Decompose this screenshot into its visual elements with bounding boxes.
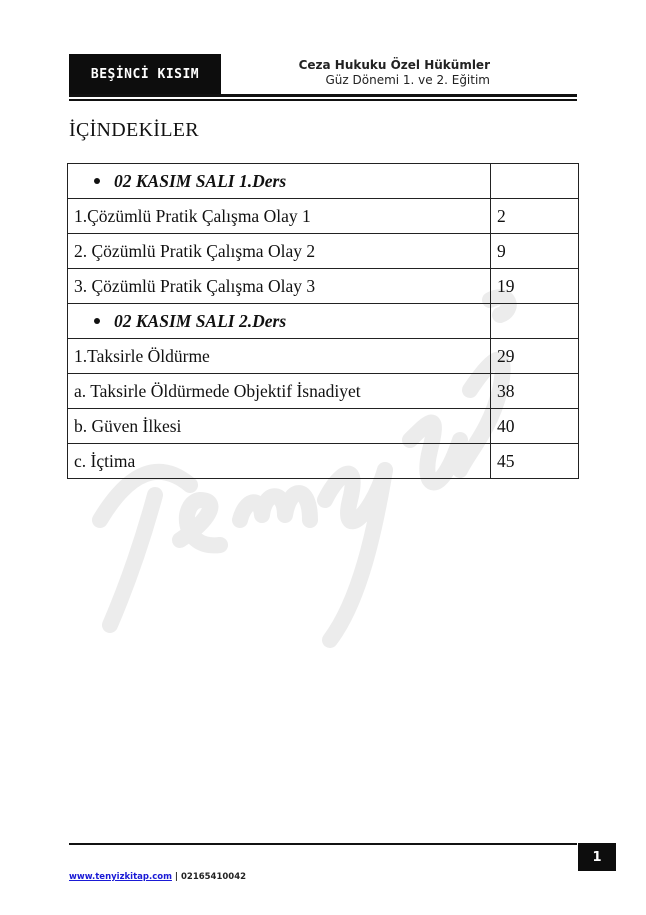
toc-row bbox=[68, 339, 579, 374]
toc-row bbox=[68, 374, 579, 409]
toc-row bbox=[68, 199, 579, 234]
bullet-icon bbox=[94, 318, 100, 324]
toc-row-title bbox=[68, 444, 491, 479]
header-rule-top bbox=[69, 94, 577, 97]
toc-row-title bbox=[68, 199, 491, 234]
page-number: 1 bbox=[578, 843, 616, 871]
toc-row-title bbox=[68, 269, 491, 304]
toc-title-text: c. İçtima bbox=[74, 450, 136, 471]
toc-row-title bbox=[68, 304, 491, 339]
book-subtitle: Güz Dönemi 1. ve 2. Eğitim bbox=[325, 73, 490, 87]
header-info bbox=[299, 58, 490, 88]
toc-page-number: 19 bbox=[491, 269, 579, 304]
toc-page-number: 29 bbox=[491, 339, 579, 374]
section-badge: BEŞİNCİ KISIM bbox=[69, 54, 221, 94]
toc-title-text: 1.Çözümlü Pratik Çalışma Olay 1 bbox=[74, 205, 311, 226]
toc-row bbox=[68, 444, 579, 479]
footer-separator: | bbox=[171, 872, 181, 882]
toc-section-row bbox=[68, 304, 579, 339]
toc-row-title bbox=[68, 164, 491, 199]
toc-title-text: 02 KASIM SALI 1.Ders bbox=[114, 170, 287, 191]
toc-table bbox=[67, 163, 579, 479]
toc-title-text: 3. Çözümlü Pratik Çalışma Olay 3 bbox=[74, 275, 316, 296]
toc-page-number: 40 bbox=[491, 409, 579, 444]
phone-number: 02165410042 bbox=[180, 872, 247, 882]
book-title: Ceza Hukuku Özel Hükümler bbox=[298, 58, 490, 72]
footer-contact bbox=[69, 872, 246, 882]
toc-title-text: a. Taksirle Öldürmede Objektif İsnadiyet bbox=[74, 380, 361, 401]
toc-page-number bbox=[491, 304, 579, 339]
toc-section-row bbox=[68, 164, 579, 199]
toc-page-number: 45 bbox=[491, 444, 579, 479]
toc-row bbox=[68, 234, 579, 269]
toc-title-text: 2. Çözümlü Pratik Çalışma Olay 2 bbox=[74, 240, 316, 261]
toc-row-title bbox=[68, 409, 491, 444]
bullet-icon bbox=[94, 178, 100, 184]
toc-page-number bbox=[491, 164, 579, 199]
toc-page-number: 2 bbox=[491, 199, 579, 234]
footer-rule bbox=[69, 843, 577, 845]
toc-row-title bbox=[68, 374, 491, 409]
website-link[interactable]: www.tenyizkitap.com bbox=[69, 872, 172, 882]
toc-title-text: 02 KASIM SALI 2.Ders bbox=[114, 310, 287, 331]
toc-page-number: 9 bbox=[491, 234, 579, 269]
header-rule-bottom bbox=[69, 99, 577, 101]
toc-page-number: 38 bbox=[491, 374, 579, 409]
toc-heading: İÇİNDEKİLER bbox=[69, 119, 199, 141]
toc-row bbox=[68, 409, 579, 444]
toc-title-text: 1.Taksirle Öldürme bbox=[74, 345, 210, 366]
toc-row-title bbox=[68, 234, 491, 269]
toc-title-text: b. Güven İlkesi bbox=[74, 415, 182, 436]
toc-row-title bbox=[68, 339, 491, 374]
toc-row bbox=[68, 269, 579, 304]
